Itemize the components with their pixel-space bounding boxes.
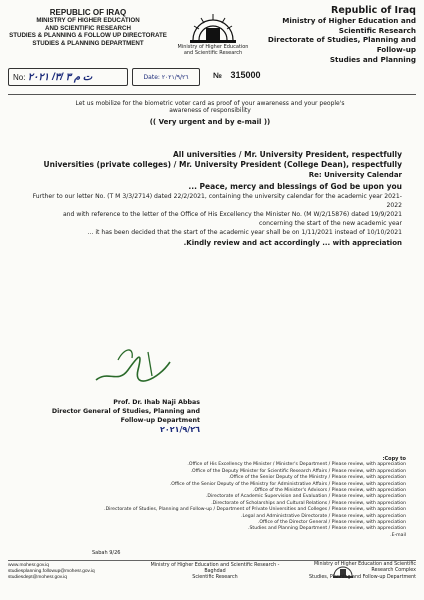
footer-contacts: [8, 563, 128, 582]
reference-row: [8, 66, 418, 92]
footer-org-line: Ministry of Higher Education and Scientific Research Complex: [313, 562, 416, 574]
copy-recipient: Office of the Deputy Minister for Scientific Research Affairs / Please review, with appreciation.: [190, 468, 406, 474]
body-paragraph: it has been decided that the start of the academic year shall be on 1/11/2021 instead of 10/10/2021 ...: [87, 229, 402, 236]
footer-address-line: Scientific Research: [192, 575, 238, 581]
letterhead-line: Directorate of Studies, Planning and Follow-up: [267, 35, 416, 55]
logo-caption-line: Ministry of Higher Education: [177, 44, 249, 50]
logo-caption: [170, 44, 256, 56]
footer-org: [296, 562, 416, 581]
email-link[interactable]: studiesdept@mohesr.gov.iq: [8, 575, 67, 581]
copy-recipient: Office of the Senior Deputy of the Ministry / Please review, with appreciation.: [228, 475, 406, 481]
greeting: Peace, mercy and blessings of God be upon you ...: [188, 182, 402, 191]
logo-caption-line: and Scientific Research: [183, 50, 243, 56]
letterhead-line: MINISTRY OF HIGHER EDUCATION: [36, 17, 140, 24]
english-letterhead: [8, 8, 168, 47]
addressee-line: Universities (private colleges) / Mr. University President (College Dean), respectfully: [43, 160, 402, 169]
copy-recipient: E-mail.: [390, 532, 406, 538]
copy-recipient: Directorate of Studies, Planning and Follow-up / Department of Private Universities and Colleges / Please review, with appreciation.: [104, 507, 406, 513]
urgency-note: (( Very urgent and by e-mail )): [149, 118, 271, 126]
signature-date: ٢٠٢١/٩/٢٦: [159, 425, 200, 434]
letterhead-line: STUDIES & PLANNING DEPARTMENT: [32, 39, 144, 47]
reference-number: ت م ٣ /٣/ ٢٠٢١: [27, 72, 93, 83]
copy-recipient: Office of His Excellency the Minister / Minister's Department / Please review, with appreciation.: [187, 462, 406, 468]
signatory-block: [40, 398, 200, 434]
closing-line: Kindly review and act accordingly ... with appreciation.: [183, 239, 402, 247]
footer-address: [140, 563, 290, 582]
footer-address-line: Ministry of Higher Education and Scientific Research - Baghdad: [150, 563, 280, 575]
signatory-name: Prof. Dr. Ihab Naji Abbas: [113, 399, 200, 406]
body-paragraph: Further to our letter No. (T M 3/3/2714) dated 22/2/2021, containing the university calendar for the academic year 2021-2022: [32, 193, 402, 209]
letterhead-line: Ministry of Higher Education and Scientific Research: [282, 15, 416, 35]
serial-label: №: [213, 71, 222, 80]
website-link[interactable]: www.mohesr.gov.iq: [8, 563, 49, 568]
copy-recipient: Office of the Minister's Advisors / Please review, with appreciation.: [253, 488, 406, 494]
letterhead-line: Studies and Planning: [329, 54, 416, 64]
copies-list: [14, 456, 406, 539]
copy-recipient: Legal and Administrative Directorate / Please review, with appreciation.: [241, 513, 406, 519]
copy-recipient: Directorate of Scholarships and Cultural Relations / Please review, with appreciation.: [211, 500, 406, 506]
handwritten-signature: [88, 340, 178, 390]
email-link[interactable]: studiesplanning.followup@mohesr.gov.iq: [8, 569, 95, 575]
serial-number: [213, 70, 260, 80]
letterhead-line: Republic of Iraq: [331, 5, 416, 16]
letterhead-line: STUDIES & PLANNING & FOLLOW UP DIRECTORATE: [9, 32, 167, 40]
footer-org-line: Studies, Planning and Follow-up Department: [309, 574, 416, 580]
copy-recipient: Office of the Director General / Please review, with appreciation.: [257, 520, 406, 526]
copy-recipient: Directorate of Academic Supervision and Evaluation / Please review, with appreciation.: [205, 494, 406, 500]
reference-date-box: Date: ٢٠٢١/٩/٢٦: [132, 68, 200, 86]
arabic-letterhead: [266, 6, 416, 65]
motto-line: Let us mobilize for the biometric voter card as proof of your awareness and your people's awareness of responsibility: [75, 100, 345, 114]
serial-value: 315000: [230, 70, 261, 80]
copy-recipient: Office of the Senior Deputy of the Ministry for Administrative Affairs / Please review, with appreciation.: [169, 481, 406, 487]
clerk-note: Sabah 9/26: [92, 550, 121, 556]
reference-number-box: [8, 68, 128, 86]
letter-body: [30, 150, 402, 249]
copy-recipient: Studies and Planning Department / Please review, with appreciation.: [248, 526, 406, 532]
addressee-line: All universities / Mr. University President, respectfully: [172, 150, 402, 159]
signatory-title: Director General of Studies, Planning and Follow-up Department: [51, 408, 200, 424]
header-divider: [8, 94, 416, 95]
body-paragraph: and with reference to the letter of the Office of His Excellency the Minister No. (M W/2/15876) dated 19/9/2021 concerning the start of the new academic year: [62, 211, 402, 227]
letterhead-line: REPUBLIC OF IRAQ: [49, 8, 127, 17]
copies-heading: Copy to:: [382, 456, 406, 462]
reference-number-label: No:: [13, 73, 26, 82]
subject-line: Re: University Calendar: [308, 171, 402, 179]
letterhead-line: AND SCIENTIFIC RESEARCH: [45, 24, 131, 32]
